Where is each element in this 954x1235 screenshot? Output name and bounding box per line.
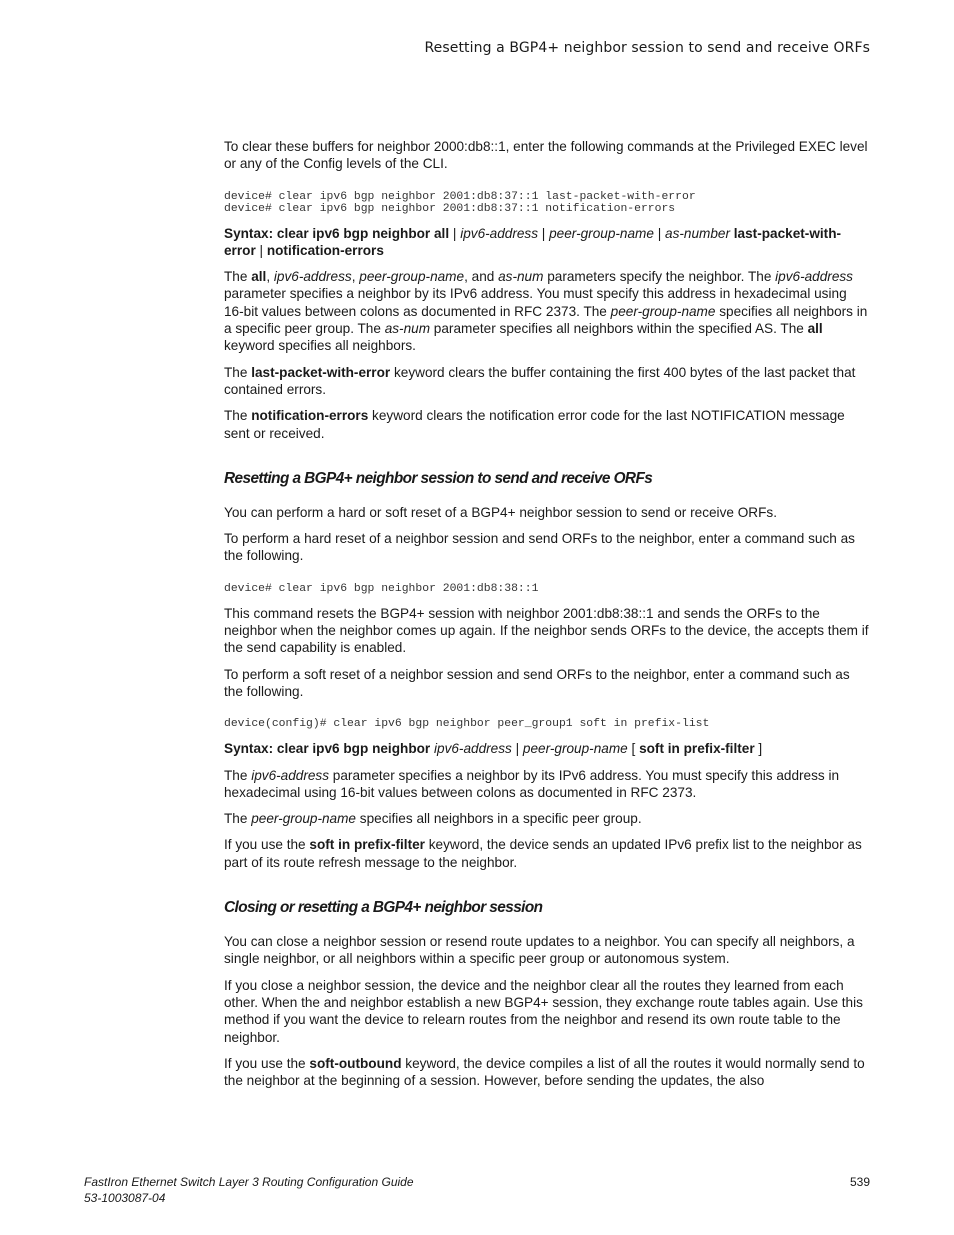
running-header: Resetting a BGP4+ neighbor session to send and receive ORFs: [424, 40, 870, 56]
syntax-keyword: last-packet-with-error: [224, 225, 842, 258]
syntax-sep: [: [627, 741, 640, 757]
parameters-paragraph: The all, ipv6-address, peer-group-name, and as-num parameters specify the neighbor. The ipv6-address parameter specifies a neighbor by its IPv6 address. You must specify this address in hexadecimal using 16-bit values between colons as documented in RFC 2373. The peer-group-name specifies all neighbors in a specific peer group. The as-num parameter specifies all neighbors within the specified AS. The all keyword specifies all neighbors.: [224, 269, 868, 354]
closing-paragraph: You can close a neighbor session or resend route updates to a neighbor. You can specify all neighbors, a single neighbor, or all neighbors within a specific peer group or autonomous system.: [224, 934, 855, 967]
code-line: device# clear ipv6 bgp neighbor 2001:db8:38::1: [224, 582, 539, 595]
notification-errors-paragraph: The notification-errors keyword clears the notification error code for the last NOTIFICATION message sent or received.: [224, 408, 845, 441]
syntax-param: ipv6-address: [460, 225, 539, 241]
footer-doc-number: 53-1003087-04: [84, 1190, 166, 1205]
syntax-param: peer-group-name: [549, 225, 654, 241]
main-content: [224, 138, 870, 1098]
syntax-param: ipv6-address: [430, 741, 512, 757]
orf-paragraph: The ipv6-address parameter specifies a neighbor by its IPv6 address. You must specify this address in hexadecimal using 16-bit values between colons as documented in RFC 2373.: [224, 767, 840, 800]
orf-paragraph: This command resets the BGP4+ session with neighbor 2001:db8:38::1 and sends the ORFs to the neighbor when the neighbor comes up again. If the neighbor sends ORFs to the device, the accepts them if the send capability is enabled.: [224, 605, 869, 656]
code-block: [224, 718, 870, 730]
footer-page-number: 539: [849, 1175, 870, 1189]
syntax-param: as-number: [665, 225, 730, 241]
orf-paragraph: You can perform a hard or soft reset of a BGP4+ neighbor session to send or receive ORFs.: [224, 504, 777, 520]
code-line: device# clear ipv6 bgp neighbor 2001:db8:37::1 notification-errors: [224, 202, 676, 215]
code-block: [224, 191, 870, 215]
syntax-command: Syntax: clear ipv6 bgp neighbor all: [224, 225, 450, 241]
syntax-sep: ]: [754, 741, 763, 757]
syntax-keyword: notification-errors: [266, 242, 384, 258]
closing-paragraph: If you use the soft-outbound keyword, the device compiles a list of all the routes it would normally send to the neighbor at the beginning of a session. However, before sending the updates, the also: [224, 1055, 865, 1089]
syntax-sep: |: [511, 741, 523, 757]
syntax-param: peer-group-name: [522, 741, 628, 757]
section-heading-orfs: Resetting a BGP4+ neighbor session to send and receive ORFs: [224, 469, 653, 487]
syntax-sep: |: [653, 225, 666, 241]
intro-paragraph: To clear these buffers for neighbor 2000:db8::1, enter the following commands at the Privileged EXEC level or any of the Config levels of the CLI.: [224, 139, 868, 172]
orf-paragraph: To perform a hard reset of a neighbor session and send ORFs to the neighbor, enter a command such as the following.: [224, 531, 855, 564]
orf-paragraph: To perform a soft reset of a neighbor session and send ORFs to the neighbor, enter a command such as the following.: [224, 666, 850, 699]
syntax-sep: |: [538, 225, 550, 241]
section-heading-closing: Closing or resetting a BGP4+ neighbor session: [224, 899, 543, 917]
syntax-line: [224, 225, 870, 260]
syntax-sep: |: [449, 225, 461, 241]
closing-paragraph: If you close a neighbor session, the device and the neighbor clear all the routes they learned from each other. When the and neighbor establish a new BGP4+ session, they exchange route tables again. Use this method if you want the device to relearn routes from the neighbor and resend its own route table to the neighbor.: [224, 977, 863, 1045]
syntax-sep: |: [255, 242, 267, 258]
syntax-keyword: soft in prefix-filter: [639, 741, 755, 757]
code-block: [224, 583, 870, 595]
orf-paragraph: If you use the soft in prefix-filter keyword, the device sends an updated IPv6 prefix list to the neighbor as part of its route refresh message to the neighbor.: [224, 837, 862, 870]
syntax-line: [224, 740, 870, 757]
code-line: device# clear ipv6 bgp neighbor 2001:db8:37::1 last-packet-with-error: [224, 190, 696, 203]
footer-doc-info: [84, 1175, 414, 1206]
orf-paragraph: The peer-group-name specifies all neighbors in a specific peer group.: [224, 811, 642, 827]
code-line: device(config)# clear ipv6 bgp neighbor peer_group1 soft in prefix-list: [224, 718, 710, 731]
footer-title: FastIron Ethernet Switch Layer 3 Routing Configuration Guide: [84, 1175, 414, 1189]
last-packet-paragraph: The last-packet-with-error keyword clears the buffer containing the first 400 bytes of the last packet that contained errors.: [224, 364, 856, 397]
syntax-command: Syntax: clear ipv6 bgp neighbor: [224, 741, 431, 757]
